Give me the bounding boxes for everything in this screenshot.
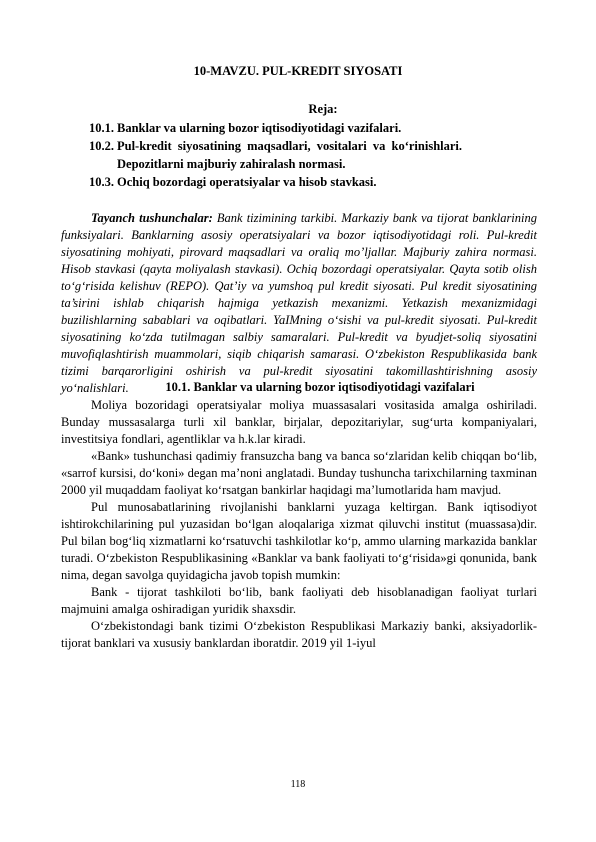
plan-item-number: 10.2. bbox=[89, 139, 114, 153]
paragraph: Bank - tijorat tashkiloti bo‘lib, bank faoliyati deb hisoblanadigan faoliyat turlari majmuini amalga oshiradigan yuridik shaxsdir. bbox=[61, 585, 537, 616]
key-concepts-text: Bank tizimining tarkibi. Markaziy bank va tijorat banklarining funksiyalari. Banklarning asosiy operatsiyalari va bozor iqtisodiyotidagi roli. Pul-kredit siyosatining mohiyati, pirovard maqsadlari va oraliq mo’ljallar. Majburiy zahira normasi. Hisob stavkasi (qayta moliyalash stavkasi). Ochiq bozordagi operatsiyalar. Qayta sotib olish to‘g‘risida kelishuv (REPO). Qat’iy va yumshoq pul kredit siyosati. Pul kredit siyosatining ta’sirini ishlab chiqarish hajmiga yetkazish mexanizmi. Yetkazish mexanizmidagi buzilishlarning sabablari va oqibatlari. YaIMning o‘sishi va pul-kredit siyosati. Pul-kredit siyosatining ko‘zda tutilmagan salbiy samaralari. Pul-kredit va byudjet-soliq siyosatini muvofiqlashtirish muammolari, siqib chiqarish samarasi. O‘zbekiston Respublikasida bank tizimi barqarorligini oshirish va pul-kredit siyosatini takomillashtirishning asosiy yo‘nalishlari. bbox=[61, 211, 538, 395]
plan-heading: Reja: bbox=[308, 102, 338, 116]
paragraph: «Bank» tushunchasi qadimiy fransuzcha bang va banca so‘zlaridan kelib chiqqan bo‘lib, «sarrof kursisi, do‘koni» degan ma’noni anglatadi. Bunday tushuncha tarixchilarning taxminan 2000 yil muqaddam faoliyat ko‘rsatgan bankirlar haqidagi ma’lumotlarida ham mavjud. bbox=[61, 449, 537, 497]
paragraph: Pul munosabatlarining rivojlanishi banklarni yuzaga keltirgan. Bank iqtisodiyot ishtirokchilarining pul yuzasidan bo‘lgan aloqalariga xizmat qiluvchi institut (muassasa)dir. Pul bilan bog‘liq xizmatlarni ko‘rsatuvchi tashkilotlar ko‘p, ammo ularning markazida banklar turadi. O‘zbekiston Respublikasining «Banklar va bank faoliyati to‘g‘risida»gi qonunida, bank nima, degan savolga quyidagicha javob topish mumkin: bbox=[61, 500, 537, 582]
page-number: 118 bbox=[290, 779, 306, 790]
plan-item bbox=[89, 139, 537, 154]
key-concepts-label: Tayanch tushunchalar: bbox=[91, 211, 213, 225]
plan-item-text: Banklar va ularning bozor iqtisodiyotidagi vazifalari. bbox=[117, 121, 402, 135]
paragraph: O‘zbekistondagi bank tizimi O‘zbekiston Respublikasi Markaziy banki, aksiyadorlik-tijorat banklari va xususiy banklardan iboratdir. 2019 yil 1-iyul bbox=[61, 619, 537, 650]
plan-item-continuation bbox=[117, 157, 345, 172]
plan-item-text: Depozitlarni majburiy zahiralash normasi. bbox=[117, 157, 346, 171]
body-text bbox=[61, 397, 537, 652]
plan-item-text: Ochiq bozordagi operatsiyalar va hisob stavkasi. bbox=[117, 175, 377, 189]
plan-item-text: Pul-kredit siyosatining maqsadlari, vositalari va ko‘rinishlari. bbox=[117, 139, 463, 153]
key-concepts-block bbox=[61, 210, 537, 397]
section-heading: 10.1. Banklar va ularning bozor iqtisodiyotidagi vazifalari bbox=[165, 380, 475, 394]
plan-item-number: 10.1. bbox=[89, 121, 114, 135]
document-title: 10-MAVZU. PUL-KREDIT SIYOSATI bbox=[193, 64, 403, 78]
plan-item bbox=[89, 175, 377, 190]
plan-item bbox=[89, 121, 401, 136]
plan-item-number: 10.3. bbox=[89, 175, 114, 189]
paragraph: Moliya bozoridagi operatsiyalar moliya muassasalari vositasida amalga oshiriladi. Bunday mussasalarga turli xil banklar, birjalar, depozitariylar, sug‘urta kompaniyalari, investitsiya fondlari, agentliklar va h.k.lar kiradi. bbox=[61, 398, 537, 446]
